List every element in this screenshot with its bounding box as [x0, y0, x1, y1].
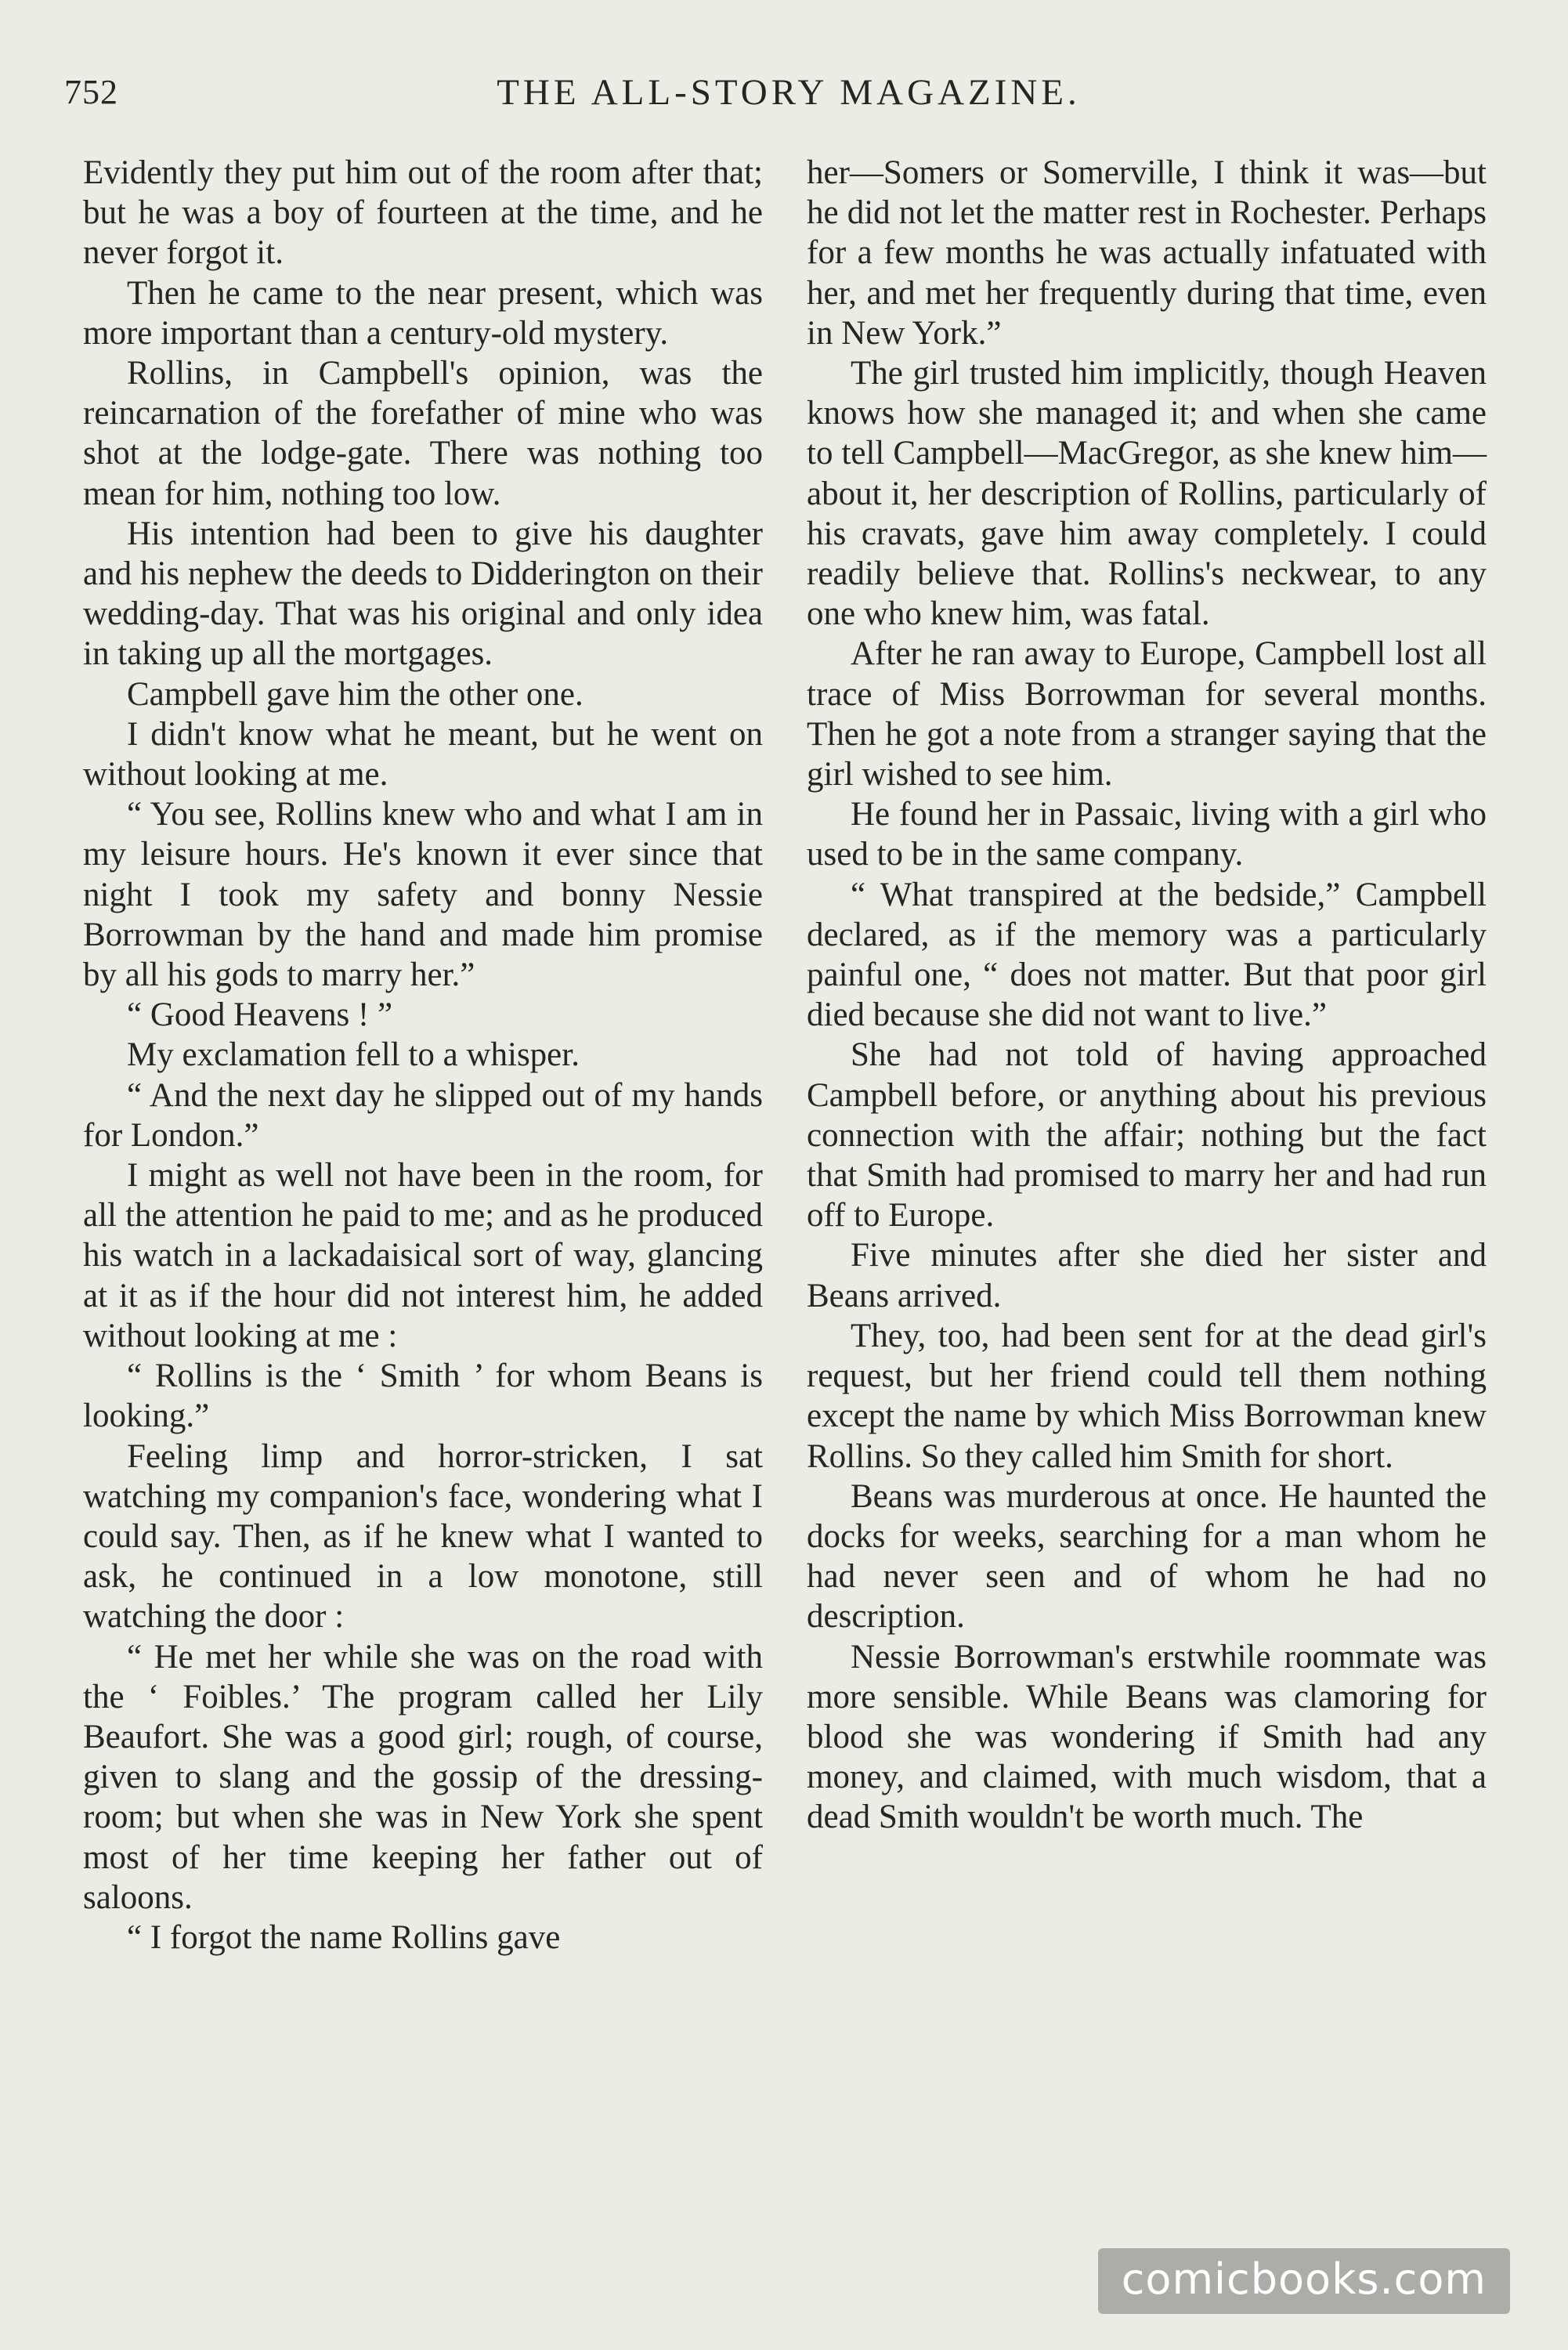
paragraph: Then he came to the near present, which was more important than a century-old mystery. [83, 274, 763, 352]
paragraph: her—Somers or Somerville, I think it was—but he did not let the matter rest in Rochester. Perhaps for a few months he was actually infatuated with her, and met her frequently during that time, even in New York.” [807, 154, 1487, 352]
page-number: 752 [64, 73, 118, 111]
right-column [807, 153, 1487, 1838]
paragraph: I might as well not have been in the room, for all the attention he paid to me; and as he produced his watch in a lackadaisical sort of way, glancing at it as if the hour did not interest him, he added without looking at me : [83, 1157, 763, 1354]
paragraph: His intention had been to give his daughter and his nephew the deeds to Didderington on their wedding-day. That was his original and only idea in taking up all the mortgages. [83, 515, 763, 673]
paragraph: Five minutes after she died her sister and Beans arrived. [807, 1237, 1487, 1314]
paragraph: Campbell gave him the other one. [127, 675, 583, 713]
paragraph: She had not told of having approached Campbell before, or anything about his previous connection with the affair; nothing but the fact that Smith had promised to marry her and had run off to Europe. [807, 1036, 1487, 1235]
watermark: comicbooks.com [1098, 2248, 1510, 2314]
paragraph: “ Good Heavens ! ” [127, 996, 393, 1034]
page-header [64, 69, 1513, 124]
paragraph: “ What transpired at the bedside,” Campbell declared, as if the memory was a particularly painful one, “ does not matter. But that poor girl died because she did not want to live.” [807, 876, 1487, 1034]
paragraph: “ He met her while she was on the road with the ‘ Foibles.’ The program called her Lily Beaufort. She was a good girl; rough, of course, given to slang and the gossip of the dressing-room; but when she was in New York she spent most of her time keeping her father out of saloons. [83, 1638, 763, 1916]
paragraph: He found her in Passaic, living with a girl who used to be in the same company. [807, 796, 1487, 873]
paragraph: “ Rollins is the ‘ Smith ’ for whom Beans is looking.” [83, 1358, 763, 1435]
paragraph: “ You see, Rollins knew who and what I am in my leisure hours. He's known it ever since that night I took my safety and bonny Nessie Borrowman by the hand and made him promise by all his gods to marry her.” [83, 796, 763, 994]
paragraph: Evidently they put him out of the room after that; but he was a boy of fourteen at the time, and he never forgot it. [83, 154, 763, 272]
paragraph: I didn't know what he meant, but he went on without looking at me. [83, 715, 763, 794]
paragraph: Nessie Borrowman's erstwhile roommate was more sensible. While Beans was clamoring for blood she was wondering if Smith had any money, and claimed, with much wisdom, that a dead Smith wouldn't be worth much. The [807, 1638, 1487, 1836]
paragraph: Beans was murderous at once. He haunted the docks for weeks, searching for a man whom he had never seen and of whom he had no description. [807, 1477, 1487, 1636]
magazine-title: THE ALL-STORY MAGAZINE. [497, 72, 1081, 113]
paragraph: “ I forgot the name Rollins gave [127, 1918, 561, 1956]
paragraph: The girl trusted him implicitly, though Heaven knows how she managed it; and when she came to tell Campbell—MacGregor, as she knew him—about it, her description of Rollins, particularly of his cravats, gave him away completely. I could readily believe that. Rollins's neckwear, to any one who knew him, was fatal. [807, 355, 1487, 633]
paragraph: They, too, had been sent for at the dead girl's request, but her friend could tell them nothing except the name by which Miss Borrowman knew Rollins. So they called him Smith for short. [807, 1317, 1487, 1475]
paragraph: After he ran away to Europe, Campbell lost all trace of Miss Borrowman for several months. Then he got a note from a stranger saying that the girl wished to see him. [807, 635, 1487, 794]
paragraph: Rollins, in Campbell's opinion, was the reincarnation of the forefather of mine who was shot at the lodge-gate. There was nothing too mean for him, nothing too low. [83, 355, 763, 512]
paragraph: My exclamation fell to a whisper. [127, 1036, 580, 1074]
paragraph: Feeling limp and horror-stricken, I sat watching my companion's face, wondering what I could say. Then, as if he knew what I wanted to ask, he continued in a low monotone, still watching the door : [83, 1437, 763, 1636]
paragraph: “ And the next day he slipped out of my hands for London.” [83, 1076, 763, 1154]
left-column [83, 153, 763, 1958]
